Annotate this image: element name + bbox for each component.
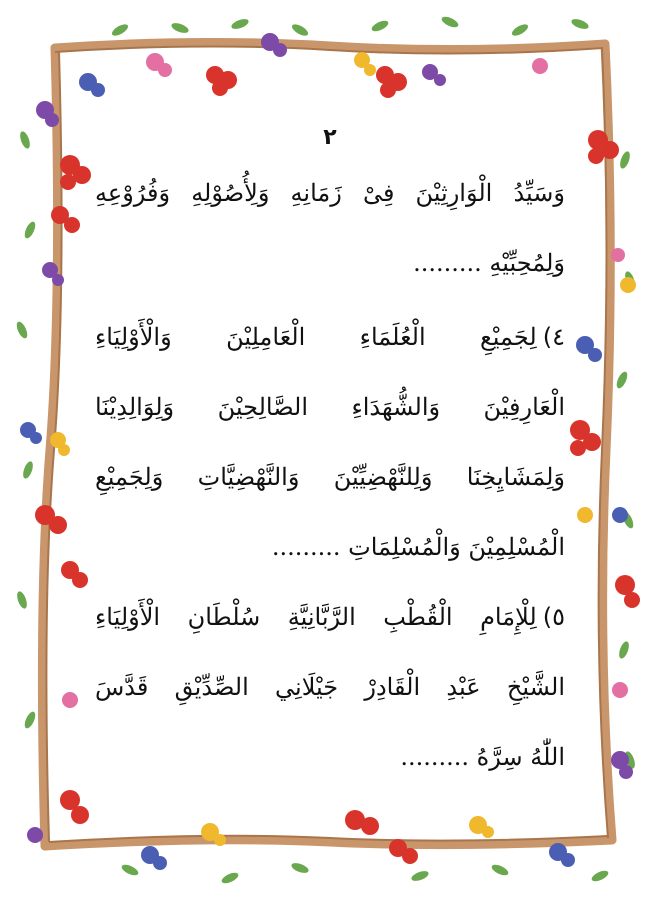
- text-line-numbered: [95, 597, 565, 637]
- flower-purple: [422, 64, 446, 86]
- flower-red: [615, 575, 640, 608]
- flower-pink: [611, 248, 625, 262]
- text-line: اللّٰهُ سِرَّهُ .........: [400, 743, 565, 771]
- flower-red: [345, 810, 379, 835]
- flower-red: [60, 790, 89, 824]
- flower-blue: [549, 843, 575, 867]
- text-line-numbered: [95, 317, 565, 357]
- flower-yellow: [577, 507, 593, 523]
- text-line: لِلْإِمَامِ الْقُطْبِ الرَّبَّانِيَّةِ سُلْطَانِ الْأَوْلِيَاءِ: [95, 603, 537, 631]
- page-number: ٢: [323, 125, 337, 150]
- flower-yellow: [354, 52, 376, 76]
- flower-blue: [612, 507, 628, 523]
- flower-blue: [20, 422, 42, 444]
- flower-red: [588, 130, 619, 164]
- item-number: ٥): [542, 603, 565, 631]
- flower-yellow: [469, 816, 494, 838]
- flower-red: [206, 66, 237, 96]
- text-line: الْعَارِفِيْنَ وَالشُّهَدَاءِ الصَّالِحِيْنَ وَلِوَالِدِيْنَا: [95, 393, 565, 421]
- flower-blue: [79, 73, 105, 97]
- flower-red: [35, 505, 67, 534]
- item-number: ٤): [542, 323, 565, 351]
- flower-blue: [141, 846, 167, 870]
- prayer-text: [95, 125, 565, 795]
- text-line: وَلِمُحِبِّيْهِ .........: [413, 249, 565, 277]
- flower-pink: [62, 692, 78, 708]
- flower-purple: [261, 33, 287, 57]
- flower-pink: [532, 58, 548, 74]
- flower-yellow: [620, 277, 636, 293]
- text-line: لِجَمِيْعِ الْعُلَمَاءِ الْعَامِلِيْنَ وَالْأَوْلِيَاءِ: [95, 323, 537, 351]
- text-line: الْمُسْلِمِيْنَ وَالْمُسْلِمَاتِ .........: [271, 533, 565, 561]
- text-line: وَلِمَشَايِخِنَا وَلِلنَّهْضِيِّيْنَ وَالنَّهْضِيَّاتِ وَلِجَمِيْعِ: [95, 463, 565, 491]
- text-line: وَسَيِّدُ الْوَارِثِيْنَ فِىْ زَمَانِهِ وَلِأُصُوْلِهِ وَفُرُوْعِهِ: [95, 179, 565, 207]
- flower-red: [376, 66, 407, 98]
- flower-blue: [576, 336, 602, 362]
- flower-pink: [146, 53, 172, 77]
- flower-purple: [27, 827, 43, 843]
- flower-red: [61, 561, 88, 588]
- flower-red: [60, 155, 91, 190]
- text-line: الشَّيْخِ عَبْدِ الْقَادِرْ جَيْلَانِي الصِّدِّيْقِ قَدَّسَ: [95, 673, 565, 701]
- flower-red: [570, 420, 601, 456]
- flower-pink: [612, 682, 628, 698]
